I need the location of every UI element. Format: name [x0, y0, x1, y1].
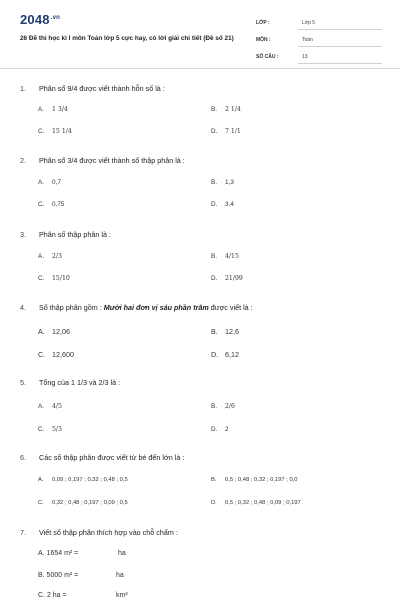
meta-count-value: 13	[302, 54, 308, 60]
q3-option-b[interactable]: B. 4/15	[211, 253, 239, 260]
stem-prefix: Số thập phân gồm :	[39, 303, 104, 312]
q6-option-a[interactable]: A. 0,09 ; 0,197 ; 0,32 ; 0,48 ; 0,5	[38, 477, 128, 483]
option-value: 6,12	[225, 350, 239, 359]
option-value: 2/6	[225, 403, 235, 410]
question-stem: Tổng của 1 1/3 và 2/3 là :	[39, 378, 121, 387]
q2-option-d[interactable]: D. 3,4	[211, 201, 234, 208]
option-value: 4/5	[52, 403, 62, 410]
q7-fill-c	[38, 592, 67, 599]
question-stem: Viết số thập phân thích hợp vào chỗ chấm :	[39, 528, 178, 537]
q5-option-c[interactable]: C. 5/3	[38, 426, 62, 433]
q5-option-b[interactable]: B. 2/6	[211, 403, 235, 410]
question-number: 3.	[20, 230, 26, 239]
worksheet-title: 26 Đề thi học kì I môn Toán lớp 5 cực hay, có lời giải chi tiết (Đề số 21)	[20, 35, 234, 42]
q2-option-b[interactable]: B. 1,3	[211, 179, 234, 186]
question-stem: Phân số 9/4 được viết thành hỗn số là :	[39, 84, 165, 93]
question-number: 7.	[20, 528, 26, 537]
option-value: 0,5 ; 0,48 ; 0,32 ; 0,197 ; 0,0	[225, 477, 298, 483]
meta-subject	[256, 33, 382, 50]
meta-subject-underline	[298, 46, 382, 47]
meta-count-key: SỐ CÂU :	[256, 54, 279, 60]
option-value: 12,06	[52, 327, 70, 336]
q1-option-a[interactable]: A. 1 3/4	[38, 106, 68, 113]
q1-option-d[interactable]: D. 7 1/1	[211, 128, 241, 135]
q3-option-c[interactable]: C. 15/10	[38, 275, 70, 282]
meta-subject-value: Toán	[302, 37, 313, 43]
option-value: 21/99	[225, 275, 243, 282]
fill-prompt: C. 2 ha =	[38, 592, 67, 599]
option-value: 2/3	[52, 253, 62, 260]
q7-fill-c-unit: km²	[116, 592, 128, 599]
option-value: 15/10	[52, 275, 70, 282]
option-value: 2 1/4	[225, 106, 241, 113]
site-logo[interactable]: $2048^{.vn}$	[20, 12, 61, 27]
question-stem	[39, 303, 379, 312]
option-value: 5/3	[52, 426, 62, 433]
stem-emphasis: Mười hai đơn vị sáu phần trăm	[103, 303, 209, 312]
option-value: 3,4	[225, 201, 234, 208]
meta-class	[256, 16, 382, 33]
q1-option-c[interactable]: C. 15 1/4	[38, 128, 72, 135]
q1-option-b[interactable]: B. 2 1/4	[211, 106, 241, 113]
q6-option-c[interactable]: C. 0,32 ; 0,48 ; 0,197 ; 0,09 ; 0,5	[38, 500, 128, 506]
fill-prompt: B. 5000 m² =	[38, 572, 79, 579]
option-value: 0,5 ; 0,32 ; 0,48 ; 0,09 ; 0,197	[225, 500, 301, 506]
question-stem: Phân số 3/4 được viết thành số thập phân là :	[39, 156, 185, 165]
fill-prompt: A. 1654 m² =	[38, 550, 79, 557]
option-value: 7 1/1	[225, 128, 241, 135]
q7-fill-b-unit: ha	[116, 572, 124, 579]
q3-option-a[interactable]: A. 2/3	[38, 253, 62, 260]
q5-option-d[interactable]: D. 2	[211, 426, 229, 433]
q2-option-c[interactable]: C. 0,75	[38, 201, 65, 208]
option-value: 15 1/4	[52, 128, 72, 135]
worksheet-header	[20, 12, 382, 70]
q3-option-d[interactable]: D. 21/99	[211, 275, 243, 282]
option-value: 0,09 ; 0,197 ; 0,32 ; 0,48 ; 0,5	[52, 477, 128, 483]
q6-option-b[interactable]: B. 0,5 ; 0,48 ; 0,32 ; 0,197 ; 0,0	[211, 477, 298, 483]
option-value: 2	[225, 426, 229, 433]
q2-option-a[interactable]: A. 0,7	[38, 179, 61, 186]
stem-suffix: được viết là :	[208, 303, 253, 312]
q6-option-d[interactable]: D. 0,5 ; 0,32 ; 0,48 ; 0,09 ; 0,197	[211, 500, 301, 506]
question-number: 1.	[20, 84, 26, 93]
meta-class-key: LỚP :	[256, 20, 270, 26]
question-number: 6.	[20, 453, 26, 462]
question-number: 4.	[20, 303, 26, 312]
header-divider	[0, 68, 400, 69]
option-value: 12,600	[52, 350, 74, 359]
option-value: 4/15	[225, 253, 239, 260]
option-value: 0,7	[52, 179, 61, 186]
q4-option-b[interactable]: B. 12,6	[211, 327, 239, 336]
q4-option-a[interactable]: A. 12,06	[38, 327, 70, 336]
question-stem: Các số thập phân được viết từ bé đến lớn là :	[39, 453, 185, 462]
q5-option-a[interactable]: A. 4/5	[38, 403, 62, 410]
worksheet-meta	[256, 16, 382, 67]
option-value: 12,6	[225, 327, 239, 336]
meta-count	[256, 50, 382, 67]
meta-subject-key: MÔN :	[256, 37, 271, 43]
option-value: 1 3/4	[52, 106, 68, 113]
option-value: 1,3	[225, 179, 234, 186]
q4-option-d[interactable]: D. 6,12	[211, 350, 239, 359]
meta-count-underline	[298, 63, 382, 64]
question-number: 2.	[20, 156, 26, 165]
q7-fill-a-unit: ha	[118, 550, 126, 557]
q4-option-c[interactable]: C. 12,600	[38, 350, 74, 359]
q7-fill-a	[38, 550, 78, 557]
meta-class-underline	[298, 29, 382, 30]
option-value: 0,32 ; 0,48 ; 0,197 ; 0,09 ; 0,5	[52, 500, 128, 506]
question-stem: Phân số thập phân là :	[39, 230, 111, 239]
meta-class-value: Lớp 5	[302, 20, 316, 26]
question-number: 5.	[20, 378, 26, 387]
q7-fill-b	[38, 572, 78, 579]
option-value: 0,75	[52, 201, 65, 208]
